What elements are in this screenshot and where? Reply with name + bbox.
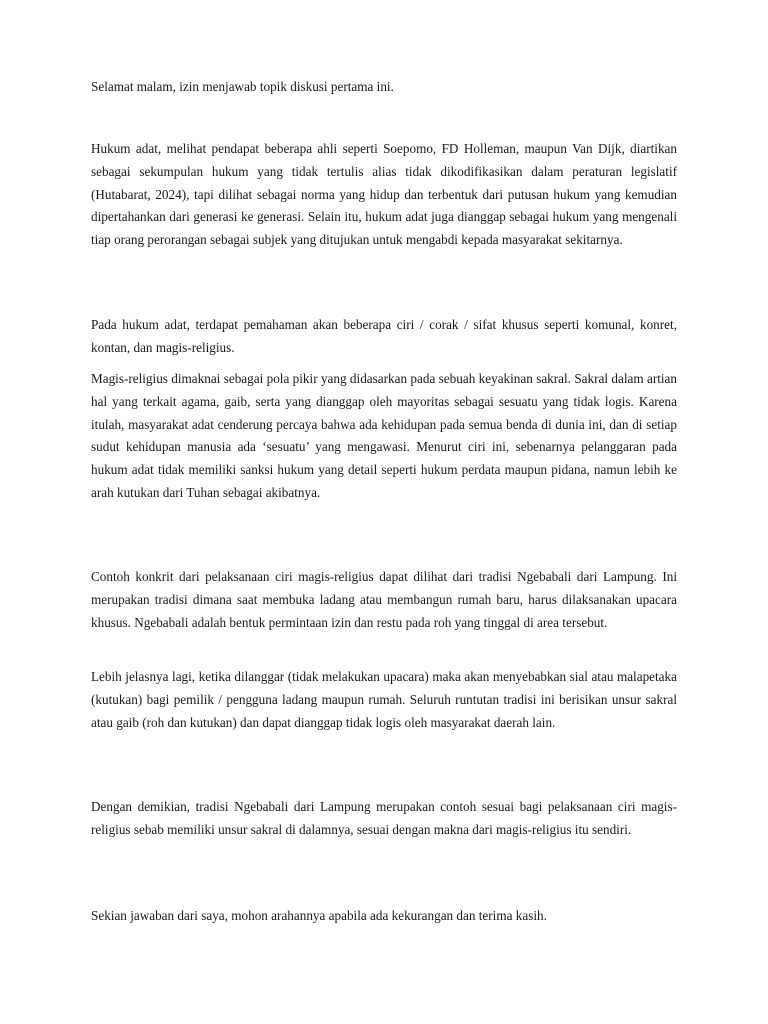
greeting-paragraph: Selamat malam, izin menjawab topik diskusi pertama ini. [91,79,394,94]
example-paragraph: Contoh konkrit dari pelaksanaan ciri magis-religius dapat dilihat dari tradisi Ngebabali dari Lampung. Ini merupakan tradisi dimana saat membuka ladang atau membangun rumah baru, harus dilaksanakan upacara khusus. Ngebabali adalah bentuk permintaan izin dan restu pada roh yang tinggal di area tersebut. [91,569,677,630]
explanation-paragraph: Lebih jelasnya lagi, ketika dilanggar (tidak melakukan upacara) maka akan menyebabkan sial atau malapetaka (kutukan) bagi pemilik / pengguna ladang maupun rumah. Seluruh runtutan tradisi ini berisikan unsur sakral atau gaib (roh dan kutukan) dan dapat dianggap tidak logis oleh masyarakat daerah lain. [91,669,677,730]
conclusion-paragraph: Dengan demikian, tradisi Ngebabali dari Lampung merupakan contoh sesuai bagi pelaksanaan ciri magis-religius sebab memiliki unsur sakral di dalamnya, sesuai dengan makna dari magis-religius itu sendiri. [91,799,677,837]
closing-paragraph: Sekian jawaban dari saya, mohon arahannya apabila ada kekurangan dan terima kasih. [91,908,547,923]
magis-religius-paragraph: Magis-religius dimaknai sebagai pola pikir yang didasarkan pada sebuah keyakinan sakral. Sakral dalam artian hal yang terkait agama, gaib, serta yang dianggap oleh mayoritas sebagai sesuatu yang tidak logis. Karena itulah, masyarakat adat cenderung percaya bahwa ada kehidupan pada semua benda di dunia ini, dan di setiap sudut kehidupan manusia ada ‘sesuatu’ yang mengawasi. Menurut ciri ini, sebenarnya pelanggaran pada hukum adat tidak memiliki sanksi hukum yang detail seperti hukum perdata maupun pidana, namun lebih ke arah kutukan dari Tuhan sebagai akibatnya. [91,371,677,500]
definition-paragraph: Hukum adat, melihat pendapat beberapa ahli seperti Soepomo, FD Holleman, maupun Van Dijk, diartikan sebagai sekumpulan hukum yang tidak tertulis alias tidak dikodifikasikan dalam peraturan legislatif (Hutabarat, 2024), tapi dilihat sebagai norma yang hidup dan terbentuk dari putusan hukum yang kemudian dipertahankan dari generasi ke generasi. Selain itu, hukum adat juga dianggap sebagai hukum yang mengenali tiap orang perorangan sebagai subjek yang ditujukan untuk mengabdi kepada masyarakat sekitarnya. [91,141,677,248]
characteristics-paragraph: Pada hukum adat, terdapat pemahaman akan beberapa ciri / corak / sifat khusus seperti komunal, konret, kontan, dan magis-religius. [91,317,677,355]
